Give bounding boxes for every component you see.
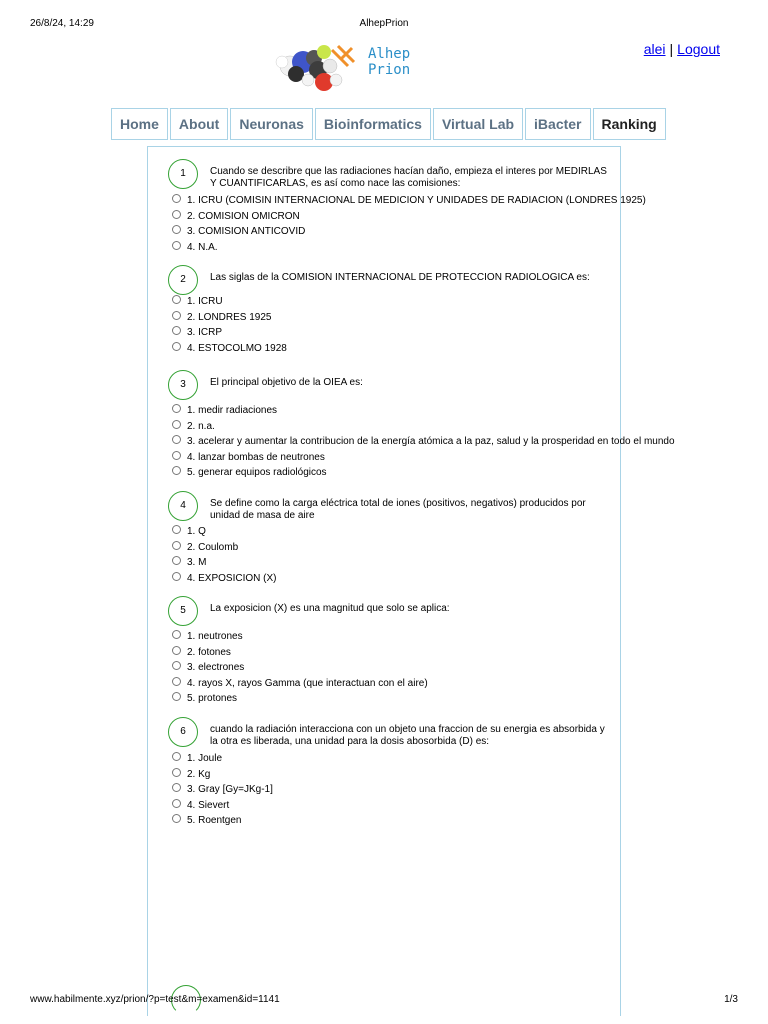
option[interactable] [172, 540, 276, 556]
nav-virtual-lab[interactable]: Virtual Lab [433, 108, 523, 140]
option[interactable] [172, 645, 428, 661]
question-number: 4 [168, 491, 198, 521]
radio-button[interactable] [172, 677, 181, 686]
option-label: 3. acelerar y aumentar la contribucion de la energía atómica a la paz, salud y la prosperidad en todo el mundo [187, 436, 675, 448]
print-footer [0, 994, 768, 1014]
option-label: 4. EXPOSICION (X) [187, 572, 277, 584]
radio-button[interactable] [172, 466, 181, 475]
logout-link[interactable]: Logout [677, 41, 720, 57]
option[interactable] [172, 450, 675, 466]
radio-button[interactable] [172, 661, 181, 670]
radio-button[interactable] [172, 783, 181, 792]
radio-button[interactable] [172, 210, 181, 219]
radio-button[interactable] [172, 420, 181, 429]
option-label: 1. Q [187, 526, 206, 538]
option-label: 5. generar equipos radiológicos [187, 467, 327, 479]
option-label: 2. Coulomb [187, 541, 239, 553]
nav-home[interactable]: Home [111, 108, 168, 140]
nav-bioinformatics[interactable]: Bioinformatics [315, 108, 431, 140]
logo-text [368, 46, 410, 78]
option[interactable] [172, 434, 675, 450]
molecule-icon [268, 40, 368, 100]
option-label: 2. Kg [187, 768, 211, 780]
option-label: 3. ICRP [187, 327, 223, 339]
username-link[interactable]: alei [643, 41, 666, 57]
options-list [172, 294, 287, 356]
option[interactable] [172, 555, 276, 571]
radio-button[interactable] [172, 311, 181, 320]
radio-button[interactable] [172, 225, 181, 234]
radio-button[interactable] [172, 451, 181, 460]
question-number: 5 [168, 596, 198, 626]
nav-ranking[interactable]: Ranking [593, 108, 666, 140]
option[interactable] [172, 798, 273, 814]
option-label: 3. electrones [187, 662, 245, 674]
option-label: 4. N.A. [187, 241, 218, 253]
radio-button[interactable] [172, 556, 181, 565]
logo-line-alhep: Alhep [368, 46, 411, 62]
radio-button[interactable] [172, 630, 181, 639]
option-label: 4. rayos X, rayos Gamma (que interactuan con el aire) [187, 677, 428, 689]
question-text: cuando la radiación interacciona con un objeto una fraccion de su energia es absorbida y la otra es liberada, una unidad para la dosis abosorbida (D) es: [210, 724, 605, 747]
question-text: El principal objetivo de la OIEA es: [210, 377, 363, 388]
options-list [172, 193, 646, 255]
print-url: www.habilmente.xyz/prion/?p=test&m=examen&id=1141 [30, 994, 280, 1005]
radio-button[interactable] [172, 646, 181, 655]
logo-line-prion: Prion [368, 62, 411, 78]
option-label: 1. neutrones [187, 631, 243, 643]
radio-button[interactable] [172, 768, 181, 777]
option[interactable] [172, 660, 428, 676]
option[interactable] [172, 294, 287, 310]
question-number: 2 [168, 265, 198, 295]
option[interactable] [172, 240, 646, 256]
option-label: 3. Gray [Gy=JKg-1] [187, 784, 273, 796]
option[interactable] [172, 310, 287, 326]
option[interactable] [172, 813, 273, 829]
radio-button[interactable] [172, 814, 181, 823]
option[interactable] [172, 676, 428, 692]
option-label: 3. M [187, 557, 207, 569]
radio-button[interactable] [172, 799, 181, 808]
print-date: 26/8/24, 14:29 [30, 18, 94, 29]
option-label: 1. ICRU (COMISIN INTERNACIONAL DE MEDICION Y UNIDADES DE RADIACION (LONDRES 1925) [187, 195, 646, 207]
radio-button[interactable] [172, 692, 181, 701]
option[interactable] [172, 403, 675, 419]
radio-button[interactable] [172, 752, 181, 761]
option[interactable] [172, 767, 273, 783]
radio-button[interactable] [172, 342, 181, 351]
option[interactable] [172, 751, 273, 767]
option[interactable] [172, 691, 428, 707]
quiz-container [147, 146, 675, 1016]
option[interactable] [172, 465, 675, 481]
option-label: 4. ESTOCOLMO 1928 [187, 342, 287, 354]
question-text: Las siglas de la COMISION INTERNACIONAL DE PROTECCION RADIOLOGICA es: [210, 272, 590, 283]
option-label: 2. n.a. [187, 420, 215, 432]
option[interactable] [172, 341, 287, 357]
main-nav [111, 108, 668, 140]
option[interactable] [172, 571, 276, 587]
option-label: 5. Roentgen [187, 815, 242, 827]
options-list [172, 629, 428, 707]
question-number: 3 [168, 370, 198, 400]
question-number: 1 [168, 159, 198, 189]
radio-button[interactable] [172, 241, 181, 250]
question-text: Se define como la carga eléctrica total de iones (positivos, negativos) producidos por unidad de masa de aire [210, 498, 586, 521]
option-label: 1. Joule [187, 753, 223, 765]
option-label: 1. medir radiaciones [187, 405, 278, 417]
nav-neuronas[interactable]: Neuronas [230, 108, 313, 140]
option-label: 1. ICRU [187, 296, 223, 308]
nav-about[interactable]: About [170, 108, 228, 140]
option[interactable] [172, 193, 646, 209]
print-page-number: 1/3 [724, 994, 738, 1005]
print-title: AlhepPrion [359, 18, 409, 29]
option[interactable] [172, 629, 428, 645]
option[interactable] [172, 209, 646, 225]
radio-button[interactable] [172, 404, 181, 413]
option-label: 2. COMISION OMICRON [187, 210, 300, 222]
option-label: 4. Sievert [187, 799, 230, 811]
option-label: 2. LONDRES 1925 [187, 311, 272, 323]
option[interactable] [172, 419, 675, 435]
options-list [172, 403, 675, 481]
separator: | [669, 41, 674, 57]
radio-button[interactable] [172, 435, 181, 444]
option[interactable] [172, 782, 273, 798]
question-text: Cuando se describre que las radiaciones hacían daño, empieza el interes por MEDIRLAS Y CUANTIFICARLAS, es así como nace las comisiones: [210, 166, 607, 189]
option-label: 4. lanzar bombas de neutrones [187, 451, 325, 463]
radio-button[interactable] [172, 572, 181, 581]
print-header [0, 0, 768, 40]
option-label: 5. protones [187, 693, 238, 705]
radio-button[interactable] [172, 326, 181, 335]
radio-button[interactable] [172, 541, 181, 550]
options-list [172, 524, 276, 586]
option-label: 2. fotones [187, 646, 231, 658]
radio-button[interactable] [172, 525, 181, 534]
option[interactable] [172, 325, 287, 341]
question-text: La exposicion (X) es una magnitud que solo se aplica: [210, 603, 450, 614]
option-label: 3. COMISION ANTICOVID [187, 226, 306, 238]
question-number: 6 [168, 717, 198, 747]
nav-ibacter[interactable]: iBacter [525, 108, 590, 140]
option[interactable] [172, 224, 646, 240]
radio-button[interactable] [172, 194, 181, 203]
options-list [172, 751, 273, 829]
user-links [644, 41, 720, 57]
alhep-prion-logo[interactable] [268, 40, 428, 100]
option[interactable] [172, 524, 276, 540]
radio-button[interactable] [172, 295, 181, 304]
